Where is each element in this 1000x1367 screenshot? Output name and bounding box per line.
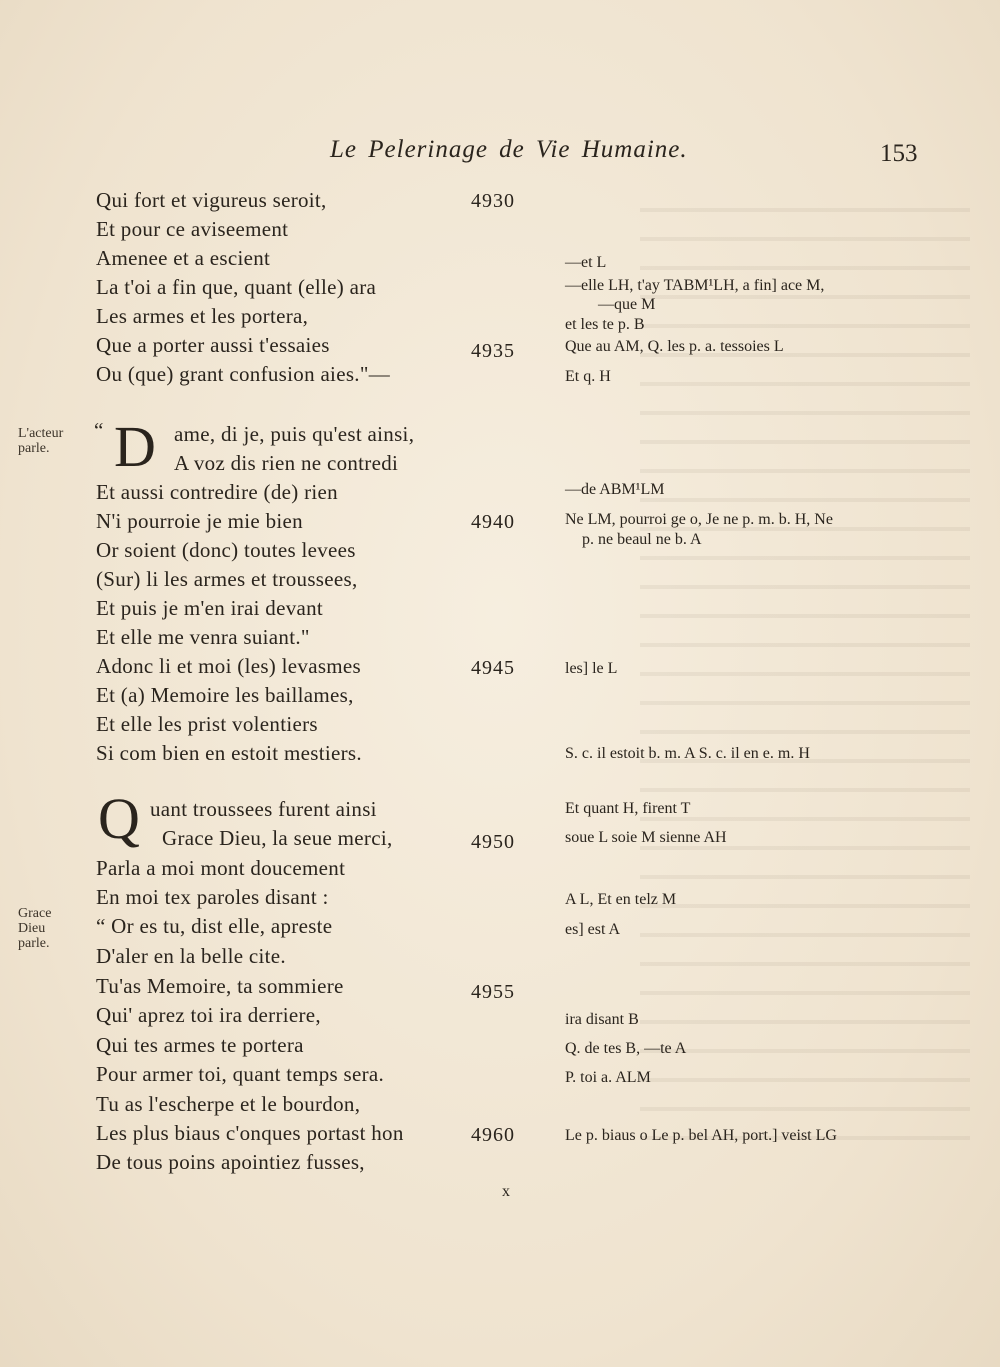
verse-line: Qui fort et vigureus seroit, <box>96 188 327 212</box>
verse-line: Tu as l'escherpe et le bourdon, <box>96 1092 361 1116</box>
verse-line: uant troussees furent ainsi <box>150 797 377 821</box>
verse-line: D'aler en la belle cite. <box>96 944 286 968</box>
variant-note: Que au AM, Q. les p. a. tessoies L <box>565 338 784 355</box>
verse-line: Tu'as Memoire, ta sommiere <box>96 974 344 998</box>
verse-line: Pour armer toi, quant temps sera. <box>96 1062 385 1086</box>
verse-line: Parla a moi mont doucement <box>96 856 346 880</box>
variant-note: Et quant H, firent T <box>565 800 691 817</box>
line-number: 4945 <box>471 657 515 679</box>
variant-note: Le p. biaus o Le p. bel AH, port.] veist LG <box>565 1127 837 1144</box>
drop-cap-d: D <box>114 414 156 479</box>
verse-line: Ou (que) grant confusion aies."— <box>96 362 391 386</box>
variant-note: les] le L <box>565 660 618 677</box>
variant-note: Ne LM, pourroi ge o, Je ne p. m. b. H, Ne <box>565 511 833 528</box>
verse-line: “ Or es tu, dist elle, apreste <box>96 914 333 938</box>
verse-line: Qui tes armes te portera <box>96 1033 304 1057</box>
margin-note-lacteur: L'acteur parle. <box>18 426 64 456</box>
page-number: 153 <box>880 140 918 167</box>
signature-mark: x <box>502 1183 510 1200</box>
variant-note: Q. de tes B, —te A <box>565 1040 687 1057</box>
verse-line: Et (a) Memoire les baillames, <box>96 683 354 707</box>
variant-note: —de ABM¹LM <box>565 481 665 498</box>
verse-line: Que a porter aussi t'essaies <box>96 333 330 357</box>
variant-note: soue L soie M sienne AH <box>565 829 727 846</box>
line-number: 4960 <box>471 1124 515 1146</box>
variant-note: et les te p. B <box>565 316 645 333</box>
opening-quote: “ <box>94 418 104 442</box>
verse-line: Amenee et a escient <box>96 246 271 270</box>
variant-note: Et q. H <box>565 368 611 385</box>
verse-line: Adonc li et moi (les) levasmes <box>96 654 362 678</box>
verse-line: Et aussi contredire (de) rien <box>96 480 338 504</box>
verse-line: De tous poins apointiez fusses, <box>96 1150 365 1174</box>
drop-cap-q: Q <box>98 786 140 851</box>
verse-line: Or soient (donc) toutes levees <box>96 538 356 562</box>
verse-line: La t'oi a fin que, quant (elle) ara <box>96 275 377 299</box>
verse-line: (Sur) li les armes et troussees, <box>96 567 358 591</box>
line-number: 4930 <box>471 190 515 212</box>
variant-note: S. c. il estoit b. m. A S. c. il en e. m. H <box>565 745 810 762</box>
verse-line: Les plus biaus c'onques portast hon <box>96 1121 404 1145</box>
verse-line: Et elle les prist volentiers <box>96 712 318 736</box>
verse-line: Grace Dieu, la seue merci, <box>162 826 393 850</box>
verse-line: Et elle me venra suiant." <box>96 625 310 649</box>
verse-line: ame, di je, puis qu'est ainsi, <box>174 422 415 446</box>
verse-line: Et puis je m'en irai devant <box>96 596 324 620</box>
line-number: 4950 <box>471 831 515 853</box>
verse-line: Si com bien en estoit mestiers. <box>96 741 362 765</box>
verse-line: Qui' aprez toi ira derriere, <box>96 1003 321 1027</box>
line-number: 4940 <box>471 511 515 533</box>
verse-line: En moi tex paroles disant : <box>96 885 329 909</box>
variant-note: P. toi a. ALM <box>565 1069 651 1086</box>
variant-note: ira disant B <box>565 1011 639 1028</box>
verse-line: A voz dis rien ne contredi <box>174 451 399 475</box>
line-number: 4935 <box>471 340 515 362</box>
verse-line: N'i pourroie je mie bien <box>96 509 303 533</box>
variant-note: p. ne beaul ne b. A <box>582 531 702 548</box>
margin-note-grace-dieu: Grace Dieu parle. <box>18 906 52 951</box>
variant-note: —que M <box>598 296 656 313</box>
variant-note: —elle LH, t'ay TABM¹LH, a fin] ace M, <box>565 277 825 294</box>
running-title: Le Pelerinage de Vie Humaine. <box>330 136 688 163</box>
variant-note: es] est A <box>565 921 621 938</box>
verse-line: Les armes et les portera, <box>96 304 309 328</box>
line-number: 4955 <box>471 981 515 1003</box>
verse-line: Et pour ce aviseement <box>96 217 289 241</box>
variant-note: —et L <box>565 254 607 271</box>
variant-note: A L, Et en telz M <box>565 891 677 908</box>
